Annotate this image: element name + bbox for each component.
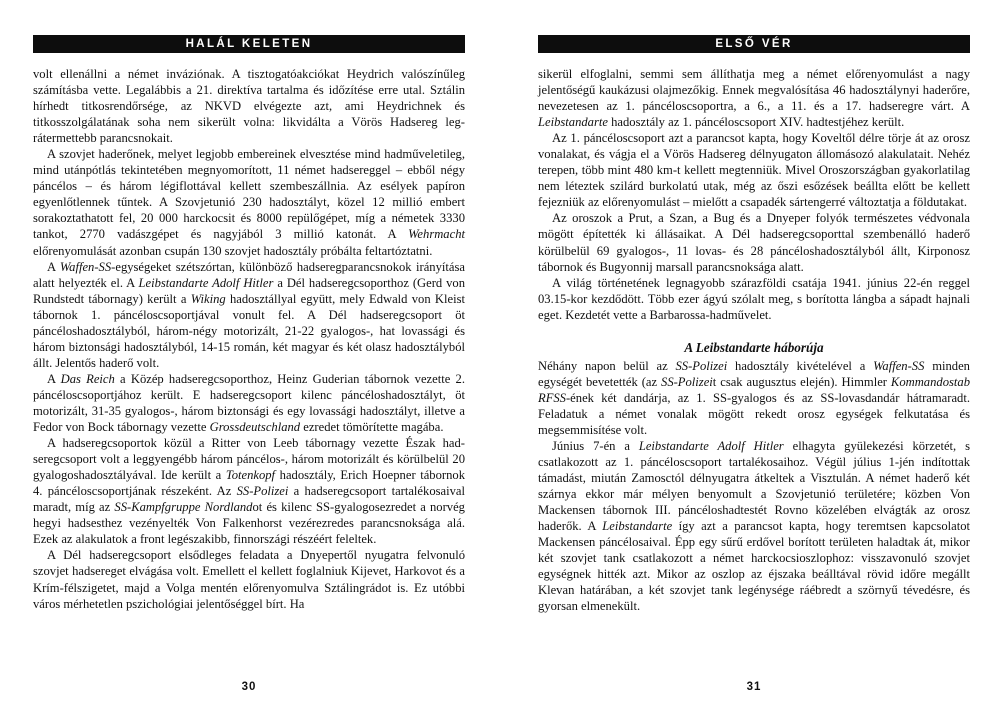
paragraph-group <box>538 66 970 323</box>
italic-term: Leibstandarte <box>538 115 608 130</box>
running-header: HALÁL KELETEN <box>33 35 465 53</box>
italic-term: SS-Polizei <box>675 358 728 373</box>
page-number: 30 <box>241 681 257 693</box>
paragraph: A Waffen-SS-egységeket szétszórtan, különböző hadseregparancsnokok irányítása alatt helyezték el. A Leibstandarte Adolf Hitler a Dél hadseregcsoporthoz (Gerd von Rundstedt tábornagy) került a Wiking hadosztállyal együtt, mely Edwald von Kleist tábornok 1. páncéloscsoportjával vonult fel. A Dél hadseregcsoport öt páncéloshadosztályból, három-négy motorizált, 21-22 gyalogos-, hat lovassági és három biztonsági hadosztályból, 14-15 román, két magyar és két olasz hadosztályból állt. Jelentős haderő volt. <box>33 259 465 370</box>
paragraph: A szovjet haderőnek, melyet legjobb embereinek elvesztése mind hadműveletileg, mind utánpótlás tekintetében megnyomorított, 11 német hadsereggel – ebből négy páncélos – és három légiflottával kellett szembeszállnia. Az esélyek papíron egyenlőtlennek tűntek. A Szovjetunió 230 hadosztályt, közel 12 millió embert sorakoztathatott fel, 20 000 harckocsit és 8000 repülőgépet, míg a németek 3330 tankot, 2770 vadászgépet és nagyjából 3 millió katonát. A Wehrmacht előrenyomulását azonban csupán 130 szovjet hadosztály próbálta feltartóztatni. <box>33 147 465 258</box>
italic-term: Das Reich <box>60 371 115 386</box>
section-title: A Leibstandarte háborúja <box>684 339 824 355</box>
paragraph: A Dél hadseregcsoport elsődleges feladata a Dnyepertől nyugatra felvonuló szovjet hadsereget elvágása volt. Emellett el kellett foglalniuk Kijevet, Harkovot és a Krím-félszigetet, majd a Volga mentén előrenyomulva Sztálingrádot is. Ez utóbbi város mérhetetlen pszichológiai jelentőséggel bírt. Ha <box>33 548 465 611</box>
paragraph: Néhány napon belül az SS-Polizei hadosztály kivételével a Waffen-SS minden egységét bevetették (az SS-Polizeit csak augusztus elején). Himmler Kommandostab RFSS-ének két dandárja, az 1. SS-gyalogos és az SS-lovasdandár hátramaradt. Feladatuk a német vonalak mögött rekedt orosz egységek felkutatása és megsemmisítése volt. <box>538 358 970 437</box>
paragraph: volt ellenállni a német inváziónak. A tisztogatóakciókat Heydrich valószínűleg számításba vette. Legalábbis a 21. direktíva tartalma és időzítése erre utal. Sztálin hírhedt titkosrendőrsége, az NKVD elvégezte azt, ami Heydrichnek és titkosszolgálatának soha nem sikerült volna: likvidálta a Vörös Hadsereg legrátermettebb parancsnokait. <box>33 67 465 146</box>
body-text <box>33 66 465 612</box>
page-number: 31 <box>746 681 762 693</box>
italic-term: Leibstandarte <box>602 519 673 534</box>
italic-term: Waffen-SS <box>59 259 112 274</box>
left-page <box>33 0 465 720</box>
running-header: ELSŐ VÉR <box>538 35 970 53</box>
paragraph: Június 7-én a Leibstandarte Adolf Hitler elhagyta gyülekezési körzetét, s csatlakozott az 1. páncéloscsoport tartalékosaihoz. Végül július 1-jén indítottak támadást, miután Zamosctól délnyugatra átkeltek a Visztulán. A német haderő két szárnya ekkor már mélyen benyomult a Szovjetunió területére; közben Von Mackensen tábornok III. páncéloshadtestét Rovno közelében elvágták az orosz haderők. A Leibstandarte így azt a parancsot kapta, hogy teremtsen kapcsolatot Mackensen páncélosaival. Épp egy sűrű erdővel borított területen haladtak át, mikor két szovjet tank csatlakozott a német harckocsioszlophoz: visszavonuló szovjet egységnek hitték azt. Mikor az oszlop az éjszaka beálltával rövid időre megállt Klevan határában, a két szovjet tank legénysége ráébredt a szörnyű tévedésre, és gyorsan elmenekült. <box>538 438 970 614</box>
italic-term: Totenkopf <box>225 468 276 483</box>
italic-term: Waffen-SS <box>873 358 925 373</box>
italic-term: Leibstandarte Adolf Hitler <box>638 438 784 453</box>
right-page <box>538 0 970 720</box>
italic-term: SS-Kampfgruppe Nordland <box>114 500 253 515</box>
paragraph: A hadseregcsoportok közül a Ritter von Leeb tábornagy vezette Észak hadseregcsoport volt a leggyengébb három páncélos-, három motorizált és körülbelül 20 gyalogoshadosztályával. Ide került a Totenkopf hadosztály, Erich Hoepner tábornok 4. páncéloscsoportjának részeként. Az SS-Polizei a hadseregcsoport tartalékosaival maradt, míg az SS-Kampfgruppe Nordlandot és kilenc SS-gyalogosezredet a norvég hegyi hadsesthez vezényelték Von Falkenhorst vezérezredes parancsnoksága alá. Ezek az alakulatok a front legészakibb, finnországi részéért feleltek. <box>33 436 465 547</box>
paragraph: A világ történetének legnagyobb szárazföldi csatája 1941. június 22-én reggel 03.15-kor kezdődött. Több ezer ágyú szólalt meg, s borította lángba a sápadt hajnali eget. Kezdetét vette a Barbarossa-hadművelet. <box>538 275 970 322</box>
italic-term: SS-Polizei <box>236 484 289 499</box>
italic-term: Kommandostab RFSS <box>538 374 970 405</box>
paragraph: Az oroszok a Prut, a Szan, a Bug és a Dnyeper folyók természetes védvonala mögött építették ki állásaikat. A Dél hadseregcsoporttal szembenálló haderő körülbelül 69 gyalogos-, 11 lovas- és 28 páncéloshadosztályból állt, Kirponosz tábornok és Bugyonnij marsall parancsnoksága alatt. <box>538 211 970 274</box>
body-text <box>538 66 970 615</box>
italic-term: Leibstandarte Adolf Hitler <box>138 275 274 290</box>
paragraph: A Das Reich a Közép hadseregcsoporthoz, Heinz Guderian tábornok vezette 2. páncéloscsoportjához került. E hadseregcsoport kilenc páncéloshadosztályt, öt motorizált, 31-35 gyalogos-, három biztonsági és egy lovassági hadosztályt, illetve a Fedor von Bock tábornagy vezette Grossdeutschland ezredet tömörítette magába. <box>33 371 465 435</box>
italic-term: SS-Polizei <box>661 374 713 389</box>
paragraph-group <box>538 358 970 615</box>
italic-term: Grossdeutschland <box>209 420 301 435</box>
italic-term: Wehrmacht <box>408 227 465 242</box>
italic-term: Wiking <box>190 291 226 306</box>
paragraph: sikerül elfoglalni, semmi sem állíthatja meg a német előrenyomulást a nagy jelentőségű kaukázusi olajmezőkig. Ennek megvalósítása 46 hadosztálynyi haderőre, nevezetesen az 1. páncéloscsoportra, a 6., a 11. és a 17. hadseregre várt. A Leibstandarte hadosztály az 1. páncéloscsoport XIV. hadtestjéhez került. <box>538 67 970 130</box>
paragraph: Az 1. páncéloscsoport azt a parancsot kapta, hogy Koveltől délre törje át az orosz vonalakat, és vágja el a Vörös Hadsereg délnyugaton állomásozó alakulatait. Nehéz terepen, több mint 480 km-t kellett megtenniük. Mivel Oroszországban gyakorlatilag nem léteztek szilárd burkolatú utak, még az őszi esőzések beállta előtt be kellett fejezniük az előrenyomulást – mielőtt a csapadék sártengerré változtatja a földutakat. <box>538 131 970 210</box>
